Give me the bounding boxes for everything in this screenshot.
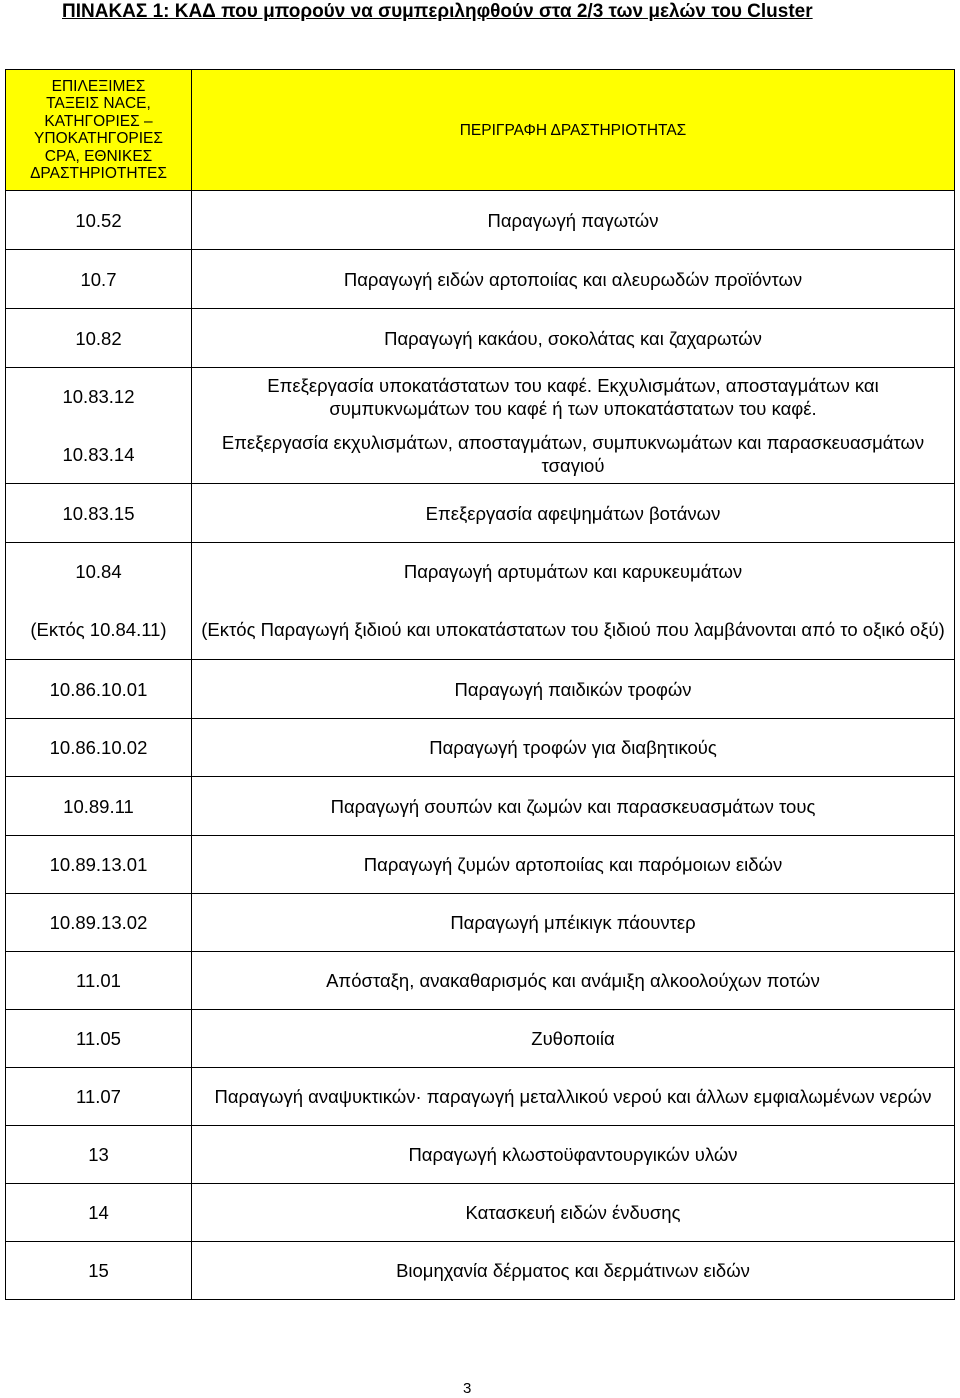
description-cell: Παραγωγή ζυμών αρτοποιίας και παρόμοιων ειδών [192, 836, 955, 894]
table-row [6, 368, 955, 426]
nace-code-cell: 14 [6, 1184, 192, 1242]
nace-code-cell: 10.89.13.02 [6, 894, 192, 952]
description-cell: Βιομηχανία δέρματος και δερμάτινων ειδών [192, 1242, 955, 1300]
description-cell: Επεξεργασία υποκατάστατων του καφέ. Εκχυλισμάτων, αποσταγμάτων και συμπυκνωμάτων του καφέ ή των υποκατάστατων του καφέ. [192, 368, 955, 426]
table-row [6, 543, 955, 601]
header-description-cell: ΠΕΡΙΓΡΑΦΗ ΔΡΑΣΤΗΡΙΟΤΗΤΑΣ [192, 70, 955, 191]
nace-code-cell: 10.83.15 [6, 484, 192, 543]
table-row [6, 1010, 955, 1068]
description-cell: Ζυθοποιία [192, 1010, 955, 1068]
nace-code-cell: 11.01 [6, 952, 192, 1010]
nace-code-cell: 10.83.12 [6, 368, 192, 426]
description-cell: Κατασκευή ειδών ένδυσης [192, 1184, 955, 1242]
table-row [6, 1126, 955, 1184]
nace-code-cell: 10.89.13.01 [6, 836, 192, 894]
table-row [6, 601, 955, 660]
table-row [6, 777, 955, 836]
table-row [6, 426, 955, 484]
description-cell: Παραγωγή μπέικιγκ πάουντερ [192, 894, 955, 952]
description-cell: Παραγωγή ειδών αρτοποιίας και αλευρωδών προϊόντων [192, 250, 955, 309]
table-row [6, 191, 955, 250]
description-cell: Παραγωγή παγωτών [192, 191, 955, 250]
description-cell: Παραγωγή τροφών για διαβητικούς [192, 719, 955, 777]
description-cell: Παραγωγή αρτυμάτων και καρυκευμάτων [192, 543, 955, 601]
description-cell: (Εκτός Παραγωγή ξιδιού και υποκατάστατων του ξιδιού που λαμβάνονται από το οξικό οξύ) [192, 601, 955, 660]
description-cell: Παραγωγή κακάου, σοκολάτας και ζαχαρωτών [192, 309, 955, 368]
nace-code-cell: 10.84 [6, 543, 192, 601]
header-code-line: ΔΡΑΣΤΗΡΙΟΤΗΤΕΣ [30, 165, 167, 182]
nace-code-cell: 10.82 [6, 309, 192, 368]
header-code-line: ΚΑΤΗΓΟΡΙΕΣ – [44, 112, 153, 130]
table-row [6, 836, 955, 894]
description-cell: Απόσταξη, ανακαθαρισμός και ανάμιξη αλκοολούχων ποτών [192, 952, 955, 1010]
table-row [6, 1184, 955, 1242]
table-row [6, 1242, 955, 1300]
table-row [6, 660, 955, 719]
header-code-cell [6, 70, 192, 191]
description-cell: Επεξεργασία αφεψημάτων βοτάνων [192, 484, 955, 543]
nace-code-cell: 10.83.14 [6, 426, 192, 484]
nace-code-cell: 10.86.10.01 [6, 660, 192, 719]
description-cell: Παραγωγή αναψυκτικών· παραγωγή μεταλλικού νερού και άλλων εμφιαλωμένων νερών [192, 1068, 955, 1126]
page-number: 3 [463, 1380, 472, 1397]
page-title: ΠΙΝΑΚΑΣ 1: ΚΑΔ που μπορούν να συμπεριληφθούν στα 2/3 των μελών του Cluster [62, 1, 813, 22]
header-code-line: ΕΠΙΛΕΞΙΜΕΣ [51, 77, 146, 95]
nace-code-cell: 11.07 [6, 1068, 192, 1126]
header-code-line: ΥΠΟΚΑΤΗΓΟΡΙΕΣ [34, 130, 163, 147]
nace-code-cell: 10.7 [6, 250, 192, 309]
table-row [6, 1068, 955, 1126]
table-header-row [6, 70, 955, 191]
header-code-line: ΤΑΞΕΙΣ NACE, [46, 95, 151, 112]
table-row [6, 309, 955, 368]
table-row [6, 952, 955, 1010]
description-cell: Επεξεργασία εκχυλισμάτων, αποσταγμάτων, συμπυκνωμάτων και παρασκευασμάτων τσαγιού [192, 426, 955, 484]
nace-code-cell: (Εκτός 10.84.11) [6, 601, 192, 660]
table-row [6, 250, 955, 309]
nace-activity-table [5, 69, 955, 1300]
header-code-line: CPA, ΕΘΝΙΚΕΣ [44, 147, 153, 165]
nace-code-cell: 10.89.11 [6, 777, 192, 836]
nace-code-cell: 10.52 [6, 191, 192, 250]
description-cell: Παραγωγή σουπών και ζωμών και παρασκευασμάτων τους [192, 777, 955, 836]
description-cell: Παραγωγή κλωστοϋφαντουργικών υλών [192, 1126, 955, 1184]
nace-code-cell: 11.05 [6, 1010, 192, 1068]
table-row [6, 719, 955, 777]
table-row [6, 484, 955, 543]
nace-code-cell: 13 [6, 1126, 192, 1184]
nace-code-cell: 15 [6, 1242, 192, 1300]
nace-code-cell: 10.86.10.02 [6, 719, 192, 777]
description-cell: Παραγωγή παιδικών τροφών [192, 660, 955, 719]
table-row [6, 894, 955, 952]
